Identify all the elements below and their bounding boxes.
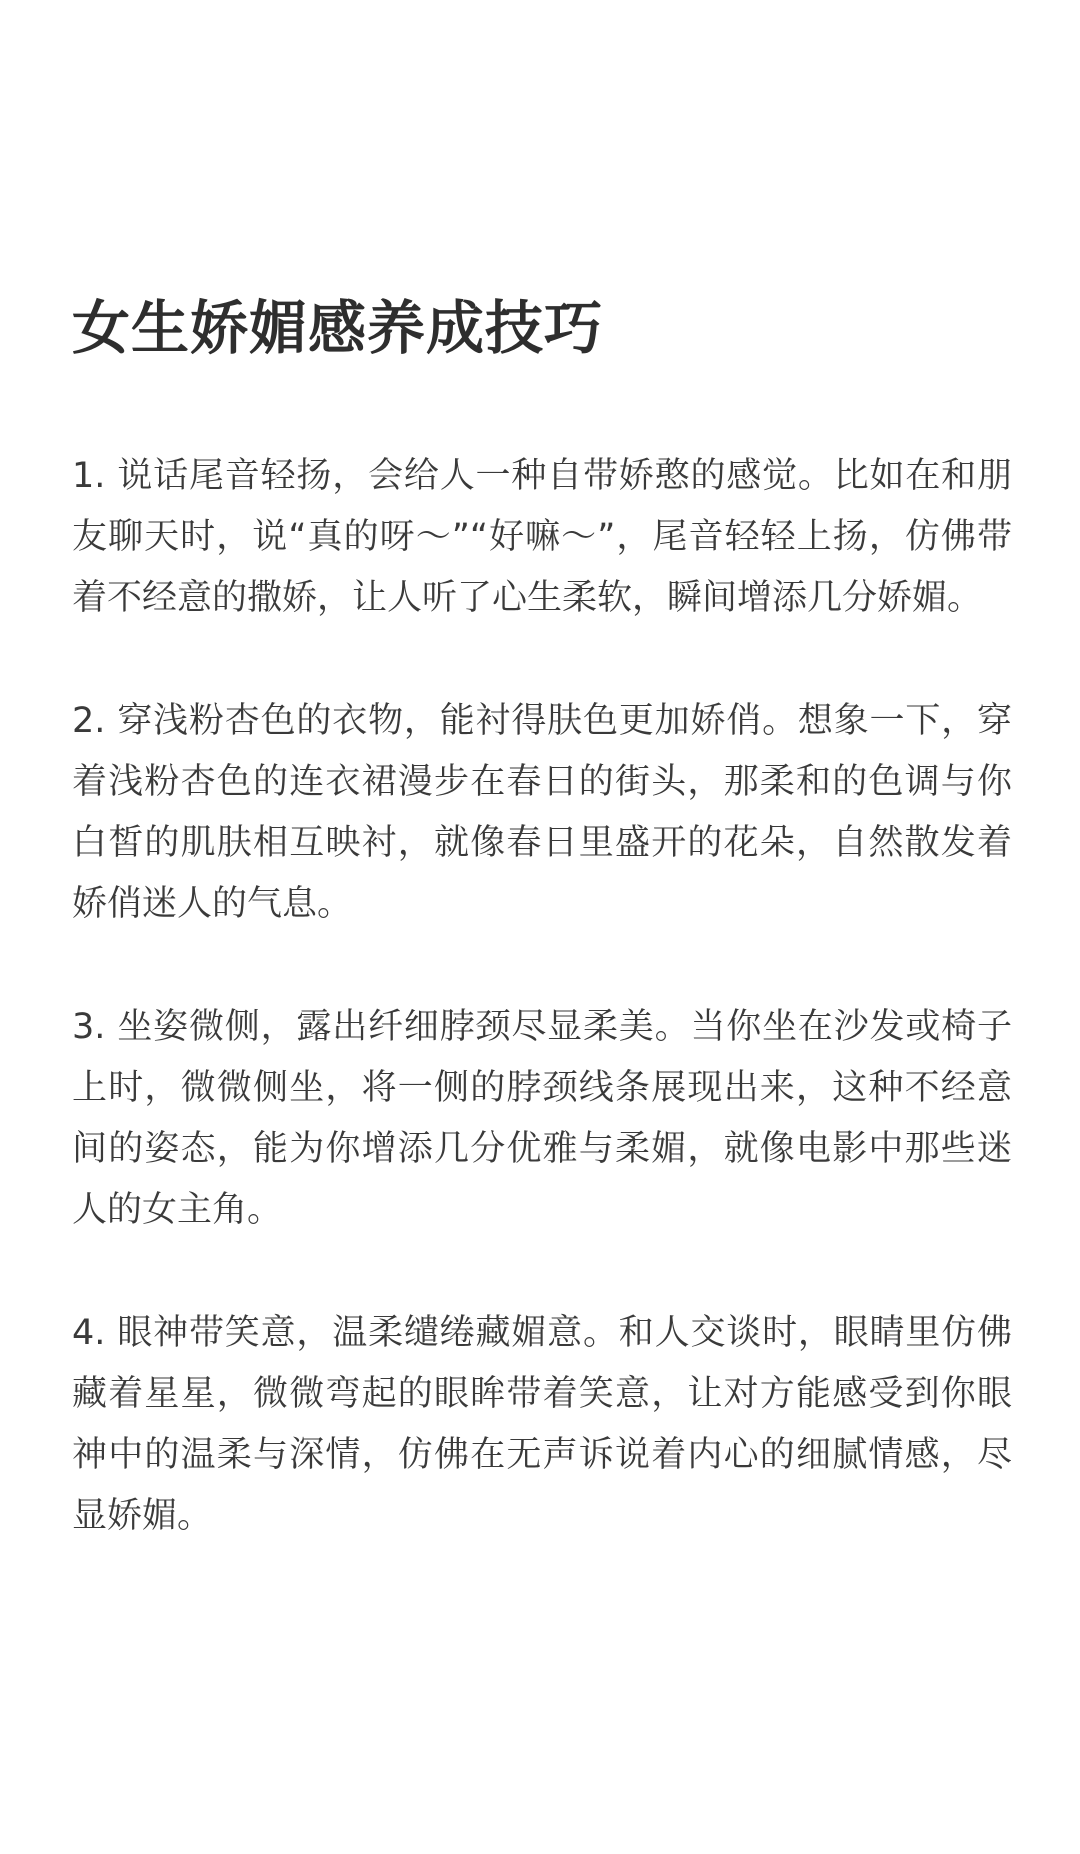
- article-title: 女生娇媚感养成技巧: [72, 294, 604, 362]
- paragraph-4: 4. 眼神带笑意，温柔缱绻藏媚意。和人交谈时，眼睛里仿佛藏着星星，微微弯起的眼眸带着笑意，让对方能感受到你眼神中的温柔与深情，仿佛在无声诉说着内心的细腻情感，尽显娇媚。: [72, 1313, 1012, 1536]
- paragraph-1: 1. 说话尾音轻扬，会给人一种自带娇憨的感觉。比如在和朋友聊天时，说“真的呀～”“好嘛～”，尾音轻轻上扬，仿佛带着不经意的撒娇，让人听了心生柔软，瞬间增添几分娇媚。: [72, 456, 1012, 618]
- paragraph-3: 3. 坐姿微侧，露出纤细脖颈尽显柔美。当你坐在沙发或椅子上时，微微侧坐，将一侧的脖颈线条展现出来，这种不经意间的姿态，能为你增添几分优雅与柔媚，就像电影中那些迷人的女主角。: [72, 1007, 1012, 1230]
- paragraph-2: 2. 穿浅粉杏色的衣物，能衬得肤色更加娇俏。想象一下，穿着浅粉杏色的连衣裙漫步在春日的街头，那柔和的色调与你白皙的肌肤相互映衬，就像春日里盛开的花朵，自然散发着娇俏迷人的气息。: [72, 701, 1012, 924]
- article-body: [72, 446, 1012, 1609]
